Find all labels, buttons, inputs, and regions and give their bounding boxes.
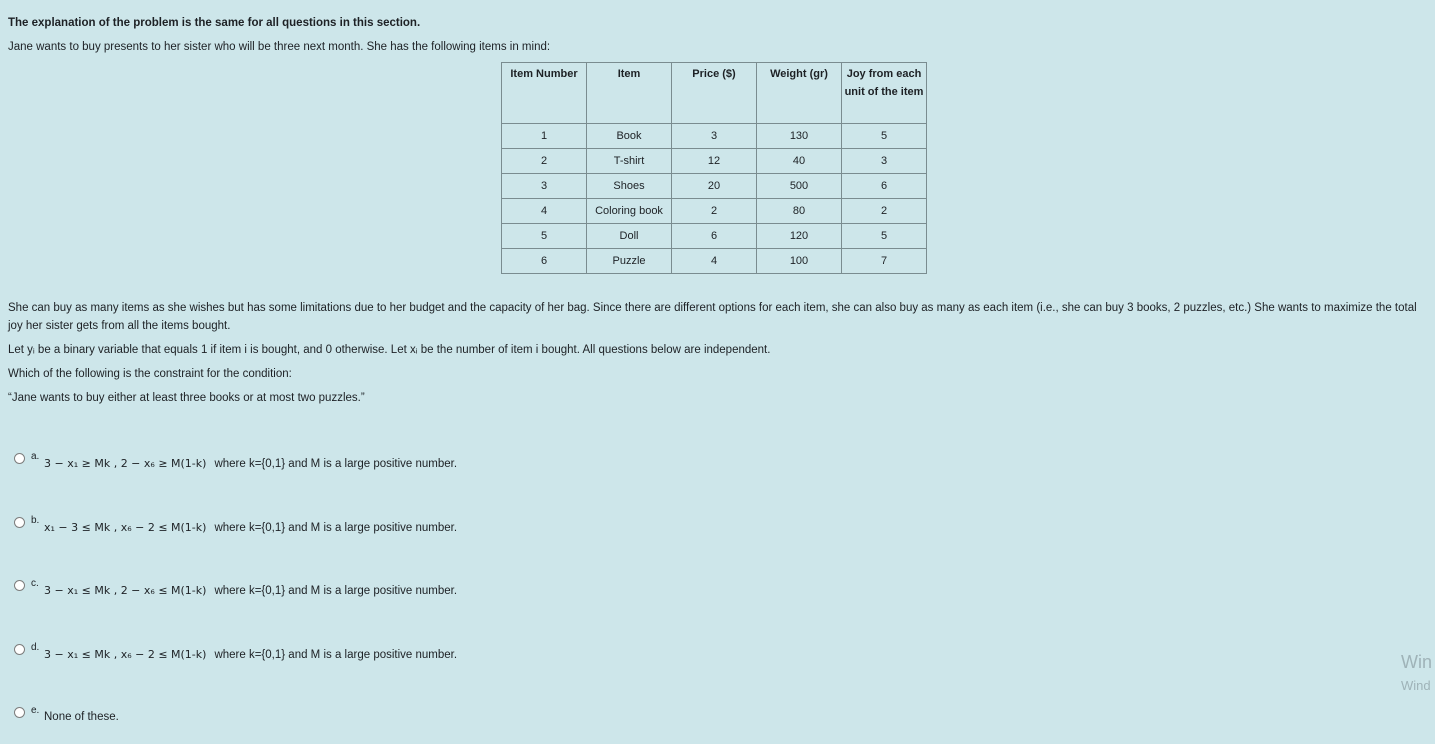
- activation-watermark-title: Win: [1401, 652, 1432, 672]
- option-label[interactable]: [44, 648, 457, 661]
- variable-definition: Let yᵢ be a binary variable that equals 1 if item i is bought, and 0 otherwise. Let xᵢ be the number of item i bought. All questions below are independent.: [8, 344, 771, 356]
- radio-button[interactable]: [14, 644, 25, 655]
- option-label[interactable]: [44, 584, 457, 597]
- cell-item-number: 5: [502, 224, 587, 249]
- option-text: None of these.: [44, 711, 119, 723]
- header-weight: Weight (gr): [757, 63, 842, 124]
- cell-joy: 7: [842, 249, 927, 274]
- option-text: where k={0,1} and M is a large positive number.: [214, 585, 458, 597]
- cell-price: 2: [672, 199, 757, 224]
- radio-button[interactable]: [14, 517, 25, 528]
- option-formula: x₁ − 3 ≤ Mk , x₆ − 2 ≤ M(1-k): [44, 521, 207, 534]
- option-formula: 3 − x₁ ≤ Mk , 2 − x₆ ≤ M(1-k): [44, 584, 207, 597]
- cell-item-number: 1: [502, 124, 587, 149]
- problem-description: She can buy as many items as she wishes but has some limitations due to her budget and the capacity of her bag. Since there are different options for each item, she can also buy as many as each item (i.e., she can buy 3 books, 2 puzzles, etc.) She wants to maximize the total joy her sister gets from all the items bought.: [8, 302, 1417, 332]
- cell-price: 3: [672, 124, 757, 149]
- option-label[interactable]: [44, 711, 119, 723]
- table-row: [502, 199, 927, 224]
- option-letter: b.: [31, 515, 40, 526]
- activation-watermark-subtitle: Wind: [1401, 678, 1431, 693]
- cell-item: Puzzle: [587, 249, 672, 274]
- table-row: [502, 224, 927, 249]
- cell-price: 6: [672, 224, 757, 249]
- header-item: Item: [587, 63, 672, 124]
- option-letter: a.: [31, 451, 40, 462]
- cell-joy: 3: [842, 149, 927, 174]
- cell-item: Book: [587, 124, 672, 149]
- option-letter: c.: [31, 578, 39, 589]
- cell-price: 4: [672, 249, 757, 274]
- cell-item-number: 3: [502, 174, 587, 199]
- header-joy: Joy from each unit of the item: [842, 63, 927, 124]
- option-letter: d.: [31, 642, 40, 653]
- option-text: where k={0,1} and M is a large positive number.: [214, 458, 458, 470]
- cell-weight: 500: [757, 174, 842, 199]
- question-condition: “Jane wants to buy either at least three books or at most two puzzles.”: [8, 392, 365, 404]
- table-row: [502, 149, 927, 174]
- cell-weight: 120: [757, 224, 842, 249]
- cell-item: Shoes: [587, 174, 672, 199]
- table-header-row: [502, 63, 927, 124]
- cell-joy: 5: [842, 224, 927, 249]
- cell-item: Doll: [587, 224, 672, 249]
- cell-item: Coloring book: [587, 199, 672, 224]
- cell-price: 12: [672, 149, 757, 174]
- header-price: Price ($): [672, 63, 757, 124]
- option-text: where k={0,1} and M is a large positive number.: [214, 522, 458, 534]
- cell-weight: 130: [757, 124, 842, 149]
- radio-button[interactable]: [14, 453, 25, 464]
- cell-price: 20: [672, 174, 757, 199]
- cell-item: T-shirt: [587, 149, 672, 174]
- cell-item-number: 6: [502, 249, 587, 274]
- option-label[interactable]: [44, 521, 457, 534]
- intro-text: Jane wants to buy presents to her sister who will be three next month. She has the following items in mind:: [8, 41, 551, 53]
- cell-item-number: 2: [502, 149, 587, 174]
- section-heading: The explanation of the problem is the same for all questions in this section.: [8, 17, 421, 29]
- items-table: [501, 62, 927, 274]
- cell-weight: 40: [757, 149, 842, 174]
- option-formula: 3 − x₁ ≥ Mk , 2 − x₆ ≥ M(1-k): [44, 457, 207, 470]
- radio-button[interactable]: [14, 707, 25, 718]
- table-row: [502, 249, 927, 274]
- option-label[interactable]: [44, 457, 457, 470]
- option-text: where k={0,1} and M is a large positive number.: [214, 649, 458, 661]
- header-item-number: Item Number: [502, 63, 587, 124]
- cell-joy: 5: [842, 124, 927, 149]
- option-formula: 3 − x₁ ≤ Mk , x₆ − 2 ≤ M(1-k): [44, 648, 207, 661]
- cell-weight: 100: [757, 249, 842, 274]
- table-row: [502, 124, 927, 149]
- cell-joy: 2: [842, 199, 927, 224]
- question-prompt: Which of the following is the constraint for the condition:: [8, 368, 292, 380]
- cell-weight: 80: [757, 199, 842, 224]
- table-row: [502, 174, 927, 199]
- cell-item-number: 4: [502, 199, 587, 224]
- radio-button[interactable]: [14, 580, 25, 591]
- cell-joy: 6: [842, 174, 927, 199]
- option-letter: e.: [31, 705, 40, 716]
